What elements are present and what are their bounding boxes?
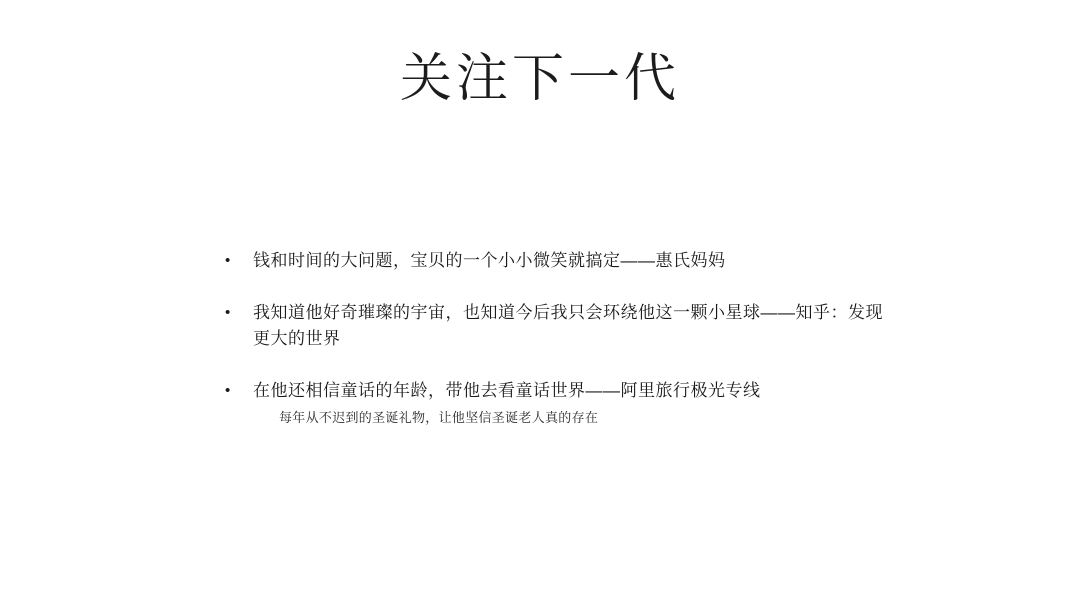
list-item — [225, 248, 885, 274]
list-item-body — [253, 378, 885, 428]
list-item-body — [253, 248, 885, 274]
bullet-point-icon: • — [225, 252, 231, 269]
bullet-point-icon: • — [225, 304, 231, 321]
list-item — [225, 378, 885, 428]
list-item-body — [253, 300, 885, 352]
page-title: 关注下一代 — [399, 49, 680, 109]
list-item — [225, 300, 885, 352]
list-item-text: 在他还相信童话的年龄，带他去看童话世界——阿里旅行极光专线 — [253, 381, 761, 400]
list-item-subtext: 每年从不迟到的圣诞礼物，让他坚信圣诞老人真的存在 — [279, 410, 599, 425]
bullet-point-icon: • — [225, 382, 231, 399]
list-item-text: 钱和时间的大问题，宝贝的一个小小微笑就搞定——惠氏妈妈 — [253, 251, 726, 270]
bullet-list — [225, 248, 885, 454]
list-item-text: 我知道他好奇璀璨的宇宙，也知道今后我只会环绕他这一颗小星球——知乎：发现更大的世界 — [253, 303, 883, 348]
